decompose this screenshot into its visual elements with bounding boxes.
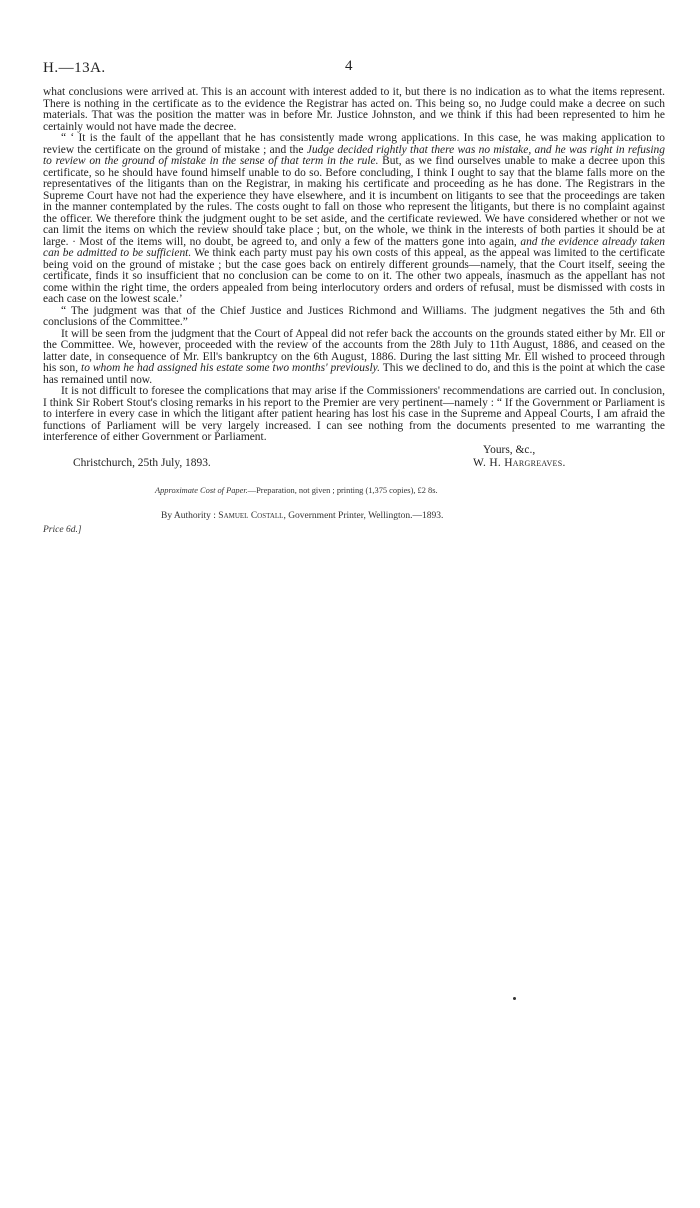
cost-note-label: Approximate Cost of Paper. [155, 485, 248, 495]
text-run: “ ‘ It is the fault of the appellant that he has consistently made wrong applications. In this case, he was making application to review the certificate on the ground of mistake ; and the [43, 132, 665, 156]
text-run: what conclusions were arrived at. This is an account with interest added to it, but there is no indication as to what the items represent. There is nothing in the certificate as to the evidence the Registrar has acted on. This being so, no Judge could make a decree on such materials. That was the position the matter was in before Mr. Justice Johnston, and we think if this had been represented to him he certainly would not have made the decree. [43, 86, 665, 133]
text-run: We think each party must pay his own costs of this appeal, as the appeal was limited to the certificate being void on the ground of mistake ; but the case goes back on entirely different grounds—namely, that the Court itself, seeing the certificate, finds it so insufficient that no conclusion can be come to on it. The other two appeals, inasmuch as the appellant has not come within the right time, the orders appealed from being interlocutory orders and orders of refusal, must be dismissed with costs in each case on the lowest scale.’ [43, 247, 665, 305]
body-text [43, 87, 665, 444]
valediction: Yours, &c., [483, 443, 536, 456]
body-paragraph [43, 133, 665, 306]
document-page [43, 0, 665, 535]
document-reference: H.—13A. [43, 60, 106, 76]
price-note: Price 6d.] [43, 524, 82, 535]
italic-run: Judge decided rightly that there was no mistake, and he was right in refusing to review on the ground of mistake in the sense of that term in the rule. [43, 143, 665, 167]
printer-name: Samuel Costall [218, 510, 284, 521]
italic-run: and the evidence already taken can be admitted to be sufficient. [43, 235, 665, 259]
page-header [43, 0, 665, 90]
authority-prefix: By Authority : [161, 510, 219, 521]
cost-note-text: —Preparation, not given ; printing (1,375 copies), £2 8s. [247, 485, 438, 495]
place-and-date: Christchurch, 25th July, 1893. [73, 456, 211, 469]
text-run: It will be seen from the judgment that the Court of Appeal did not refer back the accounts on the grounds stated either by Mr. Ell or the Committee. We, however, proceeded with the review of the accounts from the 28th July to 11th August, 1886, and ceased on the latter date, in consequence of Mr. Ell's bankruptcy on the 6th August, 1886. During the last sitting Mr. Ell wished to proceed through his son, [43, 327, 665, 374]
page-number: 4 [345, 58, 353, 74]
italic-run: to whom he had assigned his estate some two months' previously. [81, 362, 380, 374]
body-paragraph [43, 87, 665, 133]
authority-suffix: , Government Printer, Wellington.—1893. [283, 510, 444, 521]
text-run: It is not difficult to foresee the complications that may arise if the Commissioners' recommendations are carried out. In conclusion, I think Sir Robert Stout's closing remarks in his report to the Premier are very pertinent—namely : “ If the Government or Parliament is to interfere in every case in which the litigant after patient hearing has lost his case in the Supreme and Appeal Courts, I am afraid the functions of Parliament will be very largely increased. I can see nothing from the documents presented to me warranting the interference of either Government or Parliament. [43, 385, 665, 443]
text-run: But, as we find ourselves unable to make a decree upon this certificate, so he should have found himself unable to do so. Before concluding, I think I ought to say that the blame falls more on the representatives of the litigants than on the Registrar, in making his certificate and proceeding as he has done. The Registrars in the Supreme Court have not had the experience they have elsewhere, and it is incumbent on litigants to see that the proceedings are taken in the manner contemplated by the rules. The costs ought to fall on those who represent the litigants, but there is no complaint against the officer. We therefore think the judgment ought to be set aside, and the certificate reviewed. We have considered whether or not we can limit the items on which the review should take place ; but, on the whole, we think in the interests of both parties it should be at large. · Most of the items will, no doubt, be agreed to, and only a few of the matters gone into again, [43, 155, 665, 248]
signatory-name: W. H. Hargreaves. [473, 456, 566, 469]
stray-mark [513, 997, 516, 1000]
body-paragraph [43, 306, 665, 329]
text-run: “ The judgment was that of the Chief Justice and Justices Richmond and Williams. The judgment negatives the 5th and 6th conclusions of the Committee.” [43, 304, 665, 328]
closing-block [43, 444, 665, 480]
body-paragraph [43, 386, 665, 444]
text-run: This we declined to do, and this is the point at which the case has remained until now. [43, 362, 665, 386]
body-paragraph [43, 329, 665, 387]
authority-line [43, 511, 665, 521]
cost-note [43, 486, 665, 495]
